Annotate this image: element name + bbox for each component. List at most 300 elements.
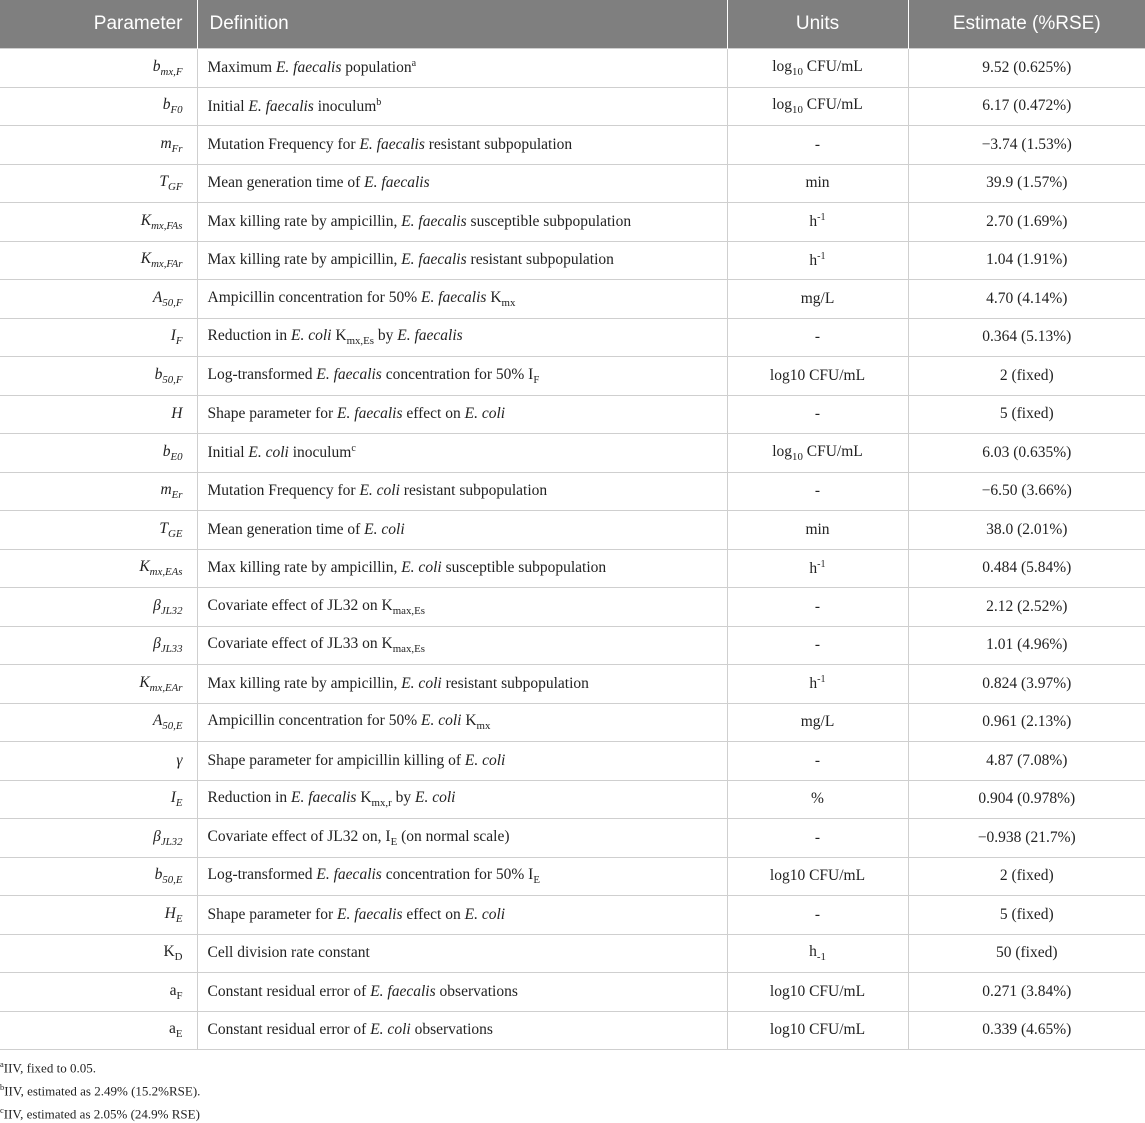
parameter-subscript: Er	[171, 489, 183, 502]
parameter-symbol: b	[154, 866, 163, 884]
estimate-cell: 1.01 (4.96%)	[908, 626, 1145, 665]
units-cell	[727, 934, 908, 973]
text-run: observations	[435, 982, 518, 1000]
text-run: E. faecalis	[316, 365, 382, 383]
superscript: b	[376, 96, 382, 108]
text-run: E. faecalis	[291, 789, 357, 807]
definition-cell	[197, 896, 727, 935]
parameter-symbol: a	[168, 1020, 176, 1038]
units-cell	[727, 742, 908, 781]
parameter-cell	[0, 357, 197, 396]
text-run: K	[331, 327, 347, 345]
definition-cell	[197, 164, 727, 203]
parameter-subscript: F	[176, 989, 183, 1002]
table-row	[0, 973, 1145, 1012]
text-run: E. faecalis	[337, 905, 403, 923]
text-run: Mean generation time of	[207, 520, 365, 538]
parameter-cell	[0, 49, 197, 88]
text-run: E. faecalis	[364, 174, 430, 192]
text-run: h	[809, 943, 817, 961]
parameter-cell	[0, 126, 197, 165]
parameter-subscript: Fr	[171, 142, 183, 155]
text-run: min	[805, 520, 830, 538]
table-row	[0, 357, 1145, 396]
units-cell	[727, 511, 908, 550]
text-run: h	[809, 675, 818, 693]
estimate-cell: 0.364 (5.13%)	[908, 318, 1145, 357]
footnote-text: IIV, estimated as 2.49% (15.2%RSE).	[4, 1083, 201, 1099]
estimate-cell: 1.04 (1.91%)	[908, 241, 1145, 280]
parameter-symbol: β	[153, 635, 161, 653]
parameter-symbol: T	[159, 173, 169, 191]
footnote	[0, 1078, 1145, 1101]
text-run: E. faecalis	[359, 135, 425, 153]
estimate-cell: 4.87 (7.08%)	[908, 742, 1145, 781]
units-cell	[727, 1011, 908, 1050]
definition-cell	[197, 241, 727, 280]
text-run: observations	[410, 1021, 493, 1039]
subscript: max,Es	[392, 604, 425, 617]
text-run: Max killing rate by ampicillin,	[207, 674, 402, 692]
estimate-cell: 4.70 (4.14%)	[908, 280, 1145, 319]
units-cell	[727, 434, 908, 473]
parameter-cell	[0, 241, 197, 280]
definition-cell	[197, 357, 727, 396]
text-run: h	[809, 559, 818, 577]
estimate-cell: 0.271 (3.84%)	[908, 973, 1145, 1012]
units-cell	[727, 819, 908, 858]
parameter-subscript: E	[175, 912, 183, 925]
text-run: effect on	[402, 405, 465, 423]
text-run: Maximum	[207, 59, 276, 77]
units-cell	[727, 549, 908, 588]
parameter-cell	[0, 318, 197, 357]
units-cell	[727, 49, 908, 88]
text-run: Max killing rate by ampicillin,	[207, 559, 402, 577]
parameter-subscript: mx,FAs	[151, 219, 183, 232]
text-run: E. coli	[401, 674, 442, 692]
table-row	[0, 1011, 1145, 1050]
text-run: Mean generation time of	[207, 174, 365, 192]
estimate-cell: 0.961 (2.13%)	[908, 703, 1145, 742]
parameter-cell	[0, 857, 197, 896]
text-run: -	[814, 597, 821, 615]
units-cell	[727, 280, 908, 319]
parameter-cell	[0, 665, 197, 704]
parameter-cell	[0, 973, 197, 1012]
text-run: -	[814, 328, 821, 346]
text-run: -	[814, 905, 821, 923]
superscript: -1	[817, 674, 826, 686]
text-run: susceptible subpopulation	[441, 559, 607, 577]
text-run: E. coli	[464, 751, 506, 769]
parameter-symbol: b	[152, 57, 161, 75]
parameter-subscript: GF	[168, 181, 183, 194]
parameter-symbol: K	[140, 211, 152, 229]
estimate-cell: 0.824 (3.97%)	[908, 665, 1145, 704]
table-row	[0, 511, 1145, 550]
text-run: by	[374, 327, 398, 345]
definition-cell	[197, 280, 727, 319]
subscript: mx	[501, 296, 516, 309]
table-row	[0, 87, 1145, 126]
footnote-mark: c	[0, 1104, 4, 1115]
text-run: CFU/mL	[802, 442, 863, 460]
parameter-symbol: β	[153, 827, 161, 845]
text-run: Shape parameter for	[207, 905, 338, 923]
definition-cell	[197, 49, 727, 88]
text-run: E. coli	[370, 1021, 411, 1039]
table-row	[0, 934, 1145, 973]
parameter-cell	[0, 511, 197, 550]
text-run: h	[809, 213, 818, 231]
parameter-cell	[0, 1011, 197, 1050]
parameter-cell	[0, 203, 197, 242]
definition-cell	[197, 126, 727, 165]
estimate-cell: 6.17 (0.472%)	[908, 87, 1145, 126]
text-run: resistant subpopulation	[441, 674, 589, 692]
text-run: susceptible subpopulation	[466, 212, 632, 230]
text-run: E. coli	[464, 405, 506, 423]
definition-cell	[197, 1011, 727, 1050]
subscript: 10	[792, 450, 803, 463]
text-run: E. faecalis	[421, 288, 487, 306]
parameter-cell	[0, 588, 197, 627]
text-run: E. coli	[401, 559, 442, 577]
units-cell	[727, 665, 908, 704]
parameter-cell	[0, 626, 197, 665]
parameter-symbol: β	[153, 596, 161, 614]
table-row	[0, 819, 1145, 858]
estimate-cell: 5 (fixed)	[908, 896, 1145, 935]
parameter-symbol: b	[162, 442, 171, 460]
text-run: log10 CFU/mL	[769, 366, 866, 384]
subscript: mx,Es	[346, 335, 374, 348]
parameter-subscript: F0	[170, 104, 183, 117]
parameter-subscript: E	[175, 1028, 183, 1041]
text-run: mg/L	[800, 289, 835, 307]
superscript: -1	[817, 250, 826, 262]
table-row	[0, 626, 1145, 665]
parameter-symbol: K	[163, 943, 175, 961]
subscript: 10	[792, 104, 803, 117]
definition-cell	[197, 203, 727, 242]
text-run: (on normal scale)	[397, 827, 510, 845]
parameter-cell	[0, 395, 197, 434]
text-run: resistant subpopulation	[466, 251, 614, 269]
text-run: Shape parameter for ampicillin killing of	[207, 751, 465, 769]
header-definition: Definition	[197, 0, 727, 49]
units-cell	[727, 126, 908, 165]
text-run: inoculum	[313, 97, 377, 115]
estimate-cell: 5 (fixed)	[908, 395, 1145, 434]
parameter-cell	[0, 434, 197, 473]
text-run: h	[809, 251, 818, 269]
text-run: population	[341, 59, 412, 77]
text-run: Ampicillin concentration for 50%	[207, 712, 421, 730]
superscript: c	[351, 443, 356, 455]
superscript: a	[411, 58, 417, 70]
subscript: mx,r	[371, 797, 392, 810]
text-run: E. faecalis	[316, 866, 382, 884]
text-run: log	[772, 442, 793, 460]
estimate-cell: 39.9 (1.57%)	[908, 164, 1145, 203]
estimate-cell: 2.12 (2.52%)	[908, 588, 1145, 627]
parameter-symbol: K	[139, 558, 150, 576]
units-cell	[727, 357, 908, 396]
definition-cell	[197, 819, 727, 858]
footnote-mark: a	[0, 1059, 4, 1069]
table-row	[0, 703, 1145, 742]
table-row	[0, 280, 1145, 319]
definition-cell	[197, 626, 727, 665]
footnote-text: IIV, estimated as 2.05% (24.9% RSE)	[3, 1105, 200, 1121]
text-run: CFU/mL	[802, 96, 863, 114]
text-run: mg/L	[800, 713, 835, 731]
estimate-cell: 2 (fixed)	[908, 357, 1145, 396]
parameter-symbol: m	[160, 481, 172, 499]
parameter-symbol: K	[139, 673, 150, 691]
parameter-subscript: mx,EAr	[149, 681, 183, 694]
estimate-cell: 2 (fixed)	[908, 857, 1145, 896]
parameter-cell	[0, 742, 197, 781]
text-run: Log-transformed	[207, 866, 317, 884]
estimate-cell: 38.0 (2.01%)	[908, 511, 1145, 550]
text-run: E. faecalis	[401, 212, 467, 230]
parameter-symbol: a	[169, 981, 177, 999]
text-run: Shape parameter for	[207, 405, 338, 423]
parameter-subscript: 50,F	[162, 373, 183, 386]
table-row	[0, 203, 1145, 242]
parameter-subscript: GE	[168, 527, 183, 540]
text-run: log10 CFU/mL	[769, 867, 866, 885]
parameter-subscript: JL33	[160, 643, 183, 656]
units-cell	[727, 164, 908, 203]
estimate-cell: 0.484 (5.84%)	[908, 549, 1145, 588]
parameter-subscript: 50,E	[162, 874, 183, 887]
text-run: log	[772, 57, 793, 75]
definition-cell	[197, 472, 727, 511]
parameter-subscript: mx,EAs	[149, 566, 183, 579]
table-row	[0, 49, 1145, 88]
parameter-cell	[0, 703, 197, 742]
text-run: E. coli	[248, 444, 289, 462]
units-cell	[727, 780, 908, 819]
text-run: E. faecalis	[401, 251, 467, 269]
text-run: CFU/mL	[802, 57, 863, 75]
text-run: log10 CFU/mL	[769, 1021, 866, 1039]
units-cell	[727, 857, 908, 896]
footnote-mark: b	[0, 1081, 5, 1092]
definition-cell	[197, 549, 727, 588]
subscript: F	[533, 373, 540, 386]
text-run: resistant subpopulation	[424, 135, 573, 153]
text-run: Max killing rate by ampicillin,	[207, 212, 402, 230]
text-run: resistant subpopulation	[399, 482, 548, 500]
superscript: -1	[817, 558, 826, 570]
parameter-cell	[0, 87, 197, 126]
estimate-cell: 0.904 (0.978%)	[908, 780, 1145, 819]
footnote	[0, 1055, 1145, 1078]
definition-cell	[197, 934, 727, 973]
parameter-subscript: E0	[170, 450, 183, 463]
parameter-cell	[0, 896, 197, 935]
units-cell	[727, 241, 908, 280]
definition-cell	[197, 395, 727, 434]
parameter-cell	[0, 164, 197, 203]
table-row	[0, 434, 1145, 473]
subscript: E	[390, 835, 398, 848]
table-row	[0, 126, 1145, 165]
text-run: E. coli	[421, 712, 462, 730]
parameter-subscript: D	[174, 951, 183, 964]
table-body	[0, 49, 1145, 1050]
table-row	[0, 588, 1145, 627]
parameter-symbol: H	[171, 405, 183, 423]
text-run: Reduction in	[207, 327, 292, 345]
text-run: log10 CFU/mL	[769, 982, 866, 1000]
text-run: inoculum	[288, 444, 352, 462]
parameter-cell	[0, 934, 197, 973]
parameter-cell	[0, 280, 197, 319]
definition-cell	[197, 973, 727, 1012]
subscript: E	[533, 874, 540, 887]
text-run: Max killing rate by ampicillin,	[207, 251, 402, 269]
parameter-cell	[0, 819, 197, 858]
text-run: Mutation Frequency for	[207, 482, 360, 500]
parameter-symbol: K	[140, 250, 152, 268]
header-parameter: Parameter	[0, 0, 197, 49]
text-run: -	[814, 135, 821, 153]
text-run: Cell division rate constant	[207, 944, 370, 962]
header-estimate: Estimate (%RSE)	[908, 0, 1145, 49]
parameter-subscript: 50,E	[162, 720, 183, 733]
text-run: Covariate effect of JL33 on K	[207, 635, 393, 653]
parameter-symbol: H	[164, 904, 176, 922]
estimate-cell: 50 (fixed)	[908, 934, 1145, 973]
parameter-symbol: m	[160, 134, 172, 152]
header-row	[0, 0, 1145, 49]
parameter-symbol: T	[159, 519, 169, 537]
definition-cell	[197, 318, 727, 357]
parameter-subscript: mx,FAr	[151, 258, 183, 271]
table-row	[0, 472, 1145, 511]
units-cell	[727, 472, 908, 511]
text-run: %	[811, 790, 824, 808]
text-run: Initial	[207, 444, 249, 462]
superscript: -1	[817, 212, 826, 224]
subscript: -1	[816, 951, 826, 964]
units-cell	[727, 626, 908, 665]
units-cell	[727, 203, 908, 242]
text-run: by	[391, 789, 415, 807]
table-row	[0, 780, 1145, 819]
table-row	[0, 164, 1145, 203]
parameter-symbol: b	[154, 365, 163, 383]
units-cell	[727, 703, 908, 742]
parameter-subscript: JL32	[160, 835, 183, 848]
text-run: Mutation Frequency for	[207, 135, 360, 153]
text-run: K	[356, 789, 372, 807]
text-run: concentration for 50% I	[381, 866, 534, 884]
text-run: Covariate effect of JL32 on, I	[207, 827, 391, 845]
table-row	[0, 896, 1145, 935]
table-row	[0, 241, 1145, 280]
table-row	[0, 742, 1145, 781]
text-run: log	[772, 96, 793, 114]
text-run: K	[461, 712, 477, 730]
estimate-cell: −6.50 (3.66%)	[908, 472, 1145, 511]
text-run: E. coli	[364, 520, 405, 538]
text-run: concentration for 50% I	[381, 365, 534, 383]
estimate-cell: 6.03 (0.635%)	[908, 434, 1145, 473]
text-run: Ampicillin concentration for 50%	[207, 288, 421, 306]
text-run: E. faecalis	[397, 327, 463, 345]
subscript: mx	[476, 720, 491, 733]
text-run: Constant residual error of	[207, 1021, 371, 1039]
text-run: -	[814, 405, 821, 423]
text-run: Covariate effect of JL32 on K	[207, 596, 393, 614]
estimate-cell: −0.938 (21.7%)	[908, 819, 1145, 858]
text-run: E. coli	[464, 905, 506, 923]
text-run: -	[814, 636, 821, 654]
subscript: 10	[792, 65, 803, 78]
text-run: Reduction in	[207, 789, 292, 807]
text-run: E. faecalis	[337, 405, 403, 423]
definition-cell	[197, 588, 727, 627]
units-cell	[727, 395, 908, 434]
table-row	[0, 549, 1145, 588]
units-cell	[727, 87, 908, 126]
parameter-cell	[0, 780, 197, 819]
estimate-cell: −3.74 (1.53%)	[908, 126, 1145, 165]
text-run: E. faecalis	[248, 97, 314, 115]
parameter-symbol: I	[170, 327, 176, 345]
text-run: -	[814, 482, 821, 500]
footnote-text: IIV, fixed to 0.05.	[3, 1060, 96, 1076]
definition-cell	[197, 665, 727, 704]
definition-cell	[197, 742, 727, 781]
text-run: K	[486, 288, 502, 306]
parameter-symbol: I	[170, 789, 176, 807]
parameter-cell	[0, 549, 197, 588]
text-run: E. coli	[291, 327, 332, 345]
text-run: -	[814, 828, 821, 846]
parameter-symbol: A	[152, 288, 163, 306]
parameter-symbol: A	[152, 712, 163, 730]
header-units: Units	[727, 0, 908, 49]
text-run: effect on	[402, 905, 465, 923]
definition-cell	[197, 780, 727, 819]
table-row	[0, 857, 1145, 896]
subscript: max,Es	[392, 643, 425, 656]
text-run: E. coli	[359, 482, 400, 500]
text-run: Log-transformed	[207, 365, 317, 383]
text-run: Initial	[207, 97, 249, 115]
units-cell	[727, 896, 908, 935]
table-row	[0, 665, 1145, 704]
units-cell	[727, 318, 908, 357]
definition-cell	[197, 87, 727, 126]
text-run: Constant residual error of	[207, 982, 371, 1000]
parameter-subscript: E	[175, 797, 183, 810]
units-cell	[727, 588, 908, 627]
text-run: E. coli	[414, 789, 456, 807]
text-run: -	[814, 751, 821, 769]
estimate-cell: 2.70 (1.69%)	[908, 203, 1145, 242]
units-cell	[727, 973, 908, 1012]
definition-cell	[197, 703, 727, 742]
